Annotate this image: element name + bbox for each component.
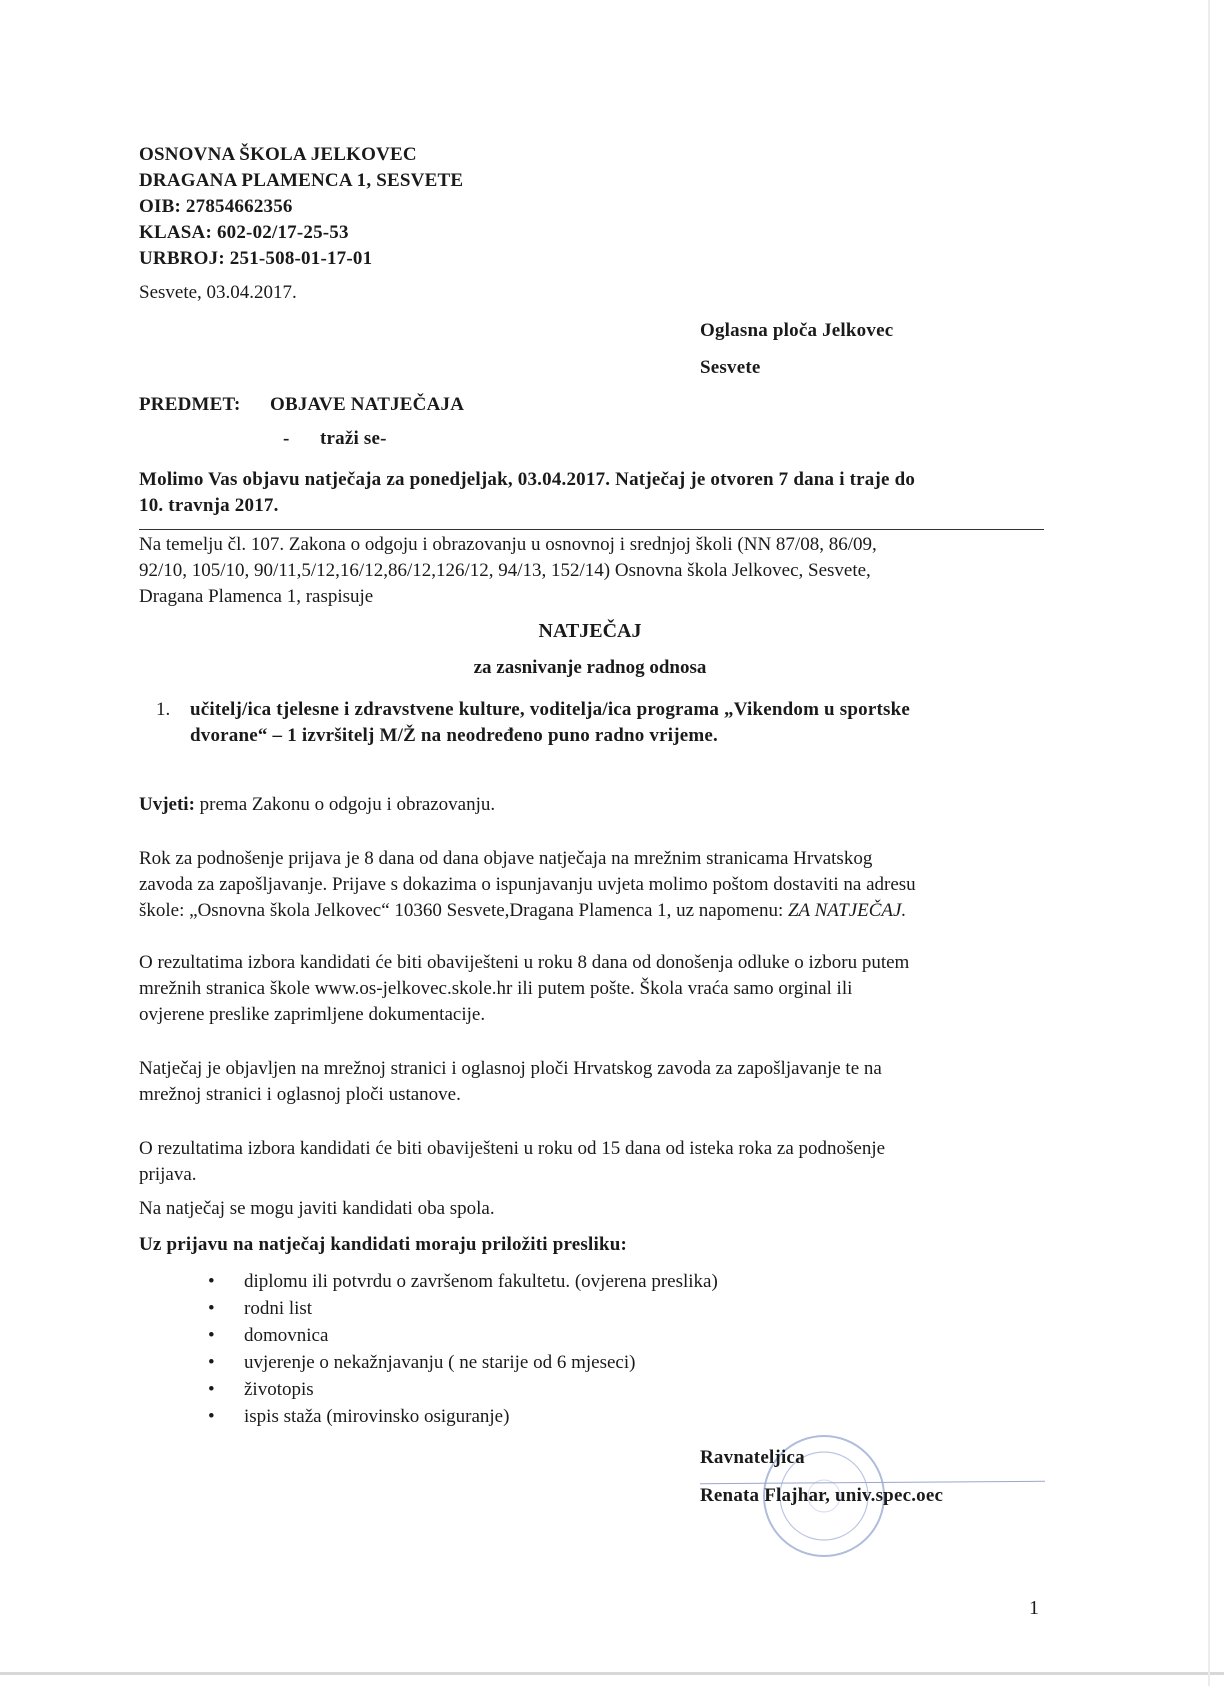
bullet: • [208, 1352, 215, 1373]
attachments-title: Uz prijavu na natječaj kandidati moraju priložiti presliku: [139, 1234, 628, 1255]
place-date: Sesvete, 03.04.2017. [139, 282, 297, 303]
page-number: 1 [1029, 1597, 1039, 1619]
divider-line [139, 529, 1044, 530]
bullet: • [208, 1406, 215, 1427]
document-subtitle: za zasnivanje radnog odnosa [473, 657, 707, 678]
conditions [139, 792, 495, 818]
request-line2: 10. travnja 2017. [139, 495, 279, 516]
deadline-line2: zavoda za zapošljavanje. Prijave s dokazima o ispunjavanju uvjeta molimo poštom dostaviti na adresu [139, 874, 916, 895]
bullet: • [208, 1379, 215, 1400]
bullet: • [208, 1271, 215, 1292]
attachment-text: ispis staža (mirovinsko osiguranje) [244, 1406, 510, 1427]
intro-line2: 92/10, 105/10, 90/11,5/12,16/12,86/12,126/12, 94/13, 152/14) Osnovna škola Jelkovec, Sesvete, [139, 560, 871, 581]
list-item [208, 1268, 718, 1295]
school-name: OSNOVNA ŠKOLA JELKOVEC [139, 144, 417, 165]
subject-dash: - [283, 428, 290, 449]
recipient-line2: Sesvete [700, 357, 761, 378]
bullet: • [208, 1325, 215, 1346]
scan-edge-right [1208, 0, 1210, 1686]
published-line1: Natječaj je objavljen na mrežnoj stranici i oglasnoj ploči Hrvatskog zavoda za zapošljavanje te na [139, 1058, 882, 1079]
subject-label: PREDMET: [139, 394, 241, 415]
position-line1: učitelj/ica tjelesne i zdravstvene kulture, voditelja/ica programa „Vikendom u sportske [190, 699, 910, 720]
results1-line3: ovjerene preslike zaprimljene dokumentacije. [139, 1004, 486, 1025]
school-oib: OIB: 27854662356 [139, 196, 293, 217]
results2-line2: prijava. [139, 1164, 197, 1185]
position-line2: dvorane“ – 1 izvršitelj M/Ž na neodređeno puno radno vrijeme. [190, 725, 718, 746]
document-title: NATJEČAJ [538, 620, 642, 642]
deadline-note: ZA NATJEČAJ. [787, 900, 907, 921]
intro-line1: Na temelju čl. 107. Zakona o odgoju i obrazovanju u osnovnoj i srednjoj školi (NN 87/08, 86/09, [139, 534, 877, 555]
attachment-text: diplomu ili potvrdu o završenom fakultetu. (ovjerena preslika) [244, 1271, 718, 1292]
results1-line1: O rezultatima izbora kandidati će biti obaviješteni u roku 8 dana od donošenja odluke o izboru putem [139, 952, 910, 973]
list-item [208, 1322, 718, 1349]
klasa: KLASA: 602-02/17-25-53 [139, 222, 349, 243]
intro-line3: Dragana Plamenca 1, raspisuje [139, 586, 374, 607]
attachment-text: domovnica [244, 1325, 329, 1346]
scan-edge-bottom [0, 1672, 1224, 1675]
signature-role: Ravnateljica [700, 1447, 805, 1468]
bullet: • [208, 1298, 215, 1319]
attachments-list [208, 1268, 718, 1430]
urbroj: URBROJ: 251-508-01-17-01 [139, 248, 373, 269]
subject-sub: traži se- [320, 428, 387, 449]
attachment-text: životopis [244, 1379, 314, 1400]
recipient-line1: Oglasna ploča Jelkovec [700, 320, 894, 341]
results2-line1: O rezultatima izbora kandidati će biti obaviješteni u roku od 15 dana od isteka roka za podnošenje [139, 1138, 886, 1159]
attachment-text: rodni list [244, 1298, 313, 1319]
school-address: DRAGANA PLAMENCA 1, SESVETE [139, 170, 464, 191]
deadline-line3 [139, 898, 906, 924]
deadline-line1: Rok za podnošenje prijava je 8 dana od dana objave natječaja na mrežnim stranicama Hrvatskog [139, 848, 873, 869]
attachment-text: uvjerenje o nekažnjavanju ( ne starije od 6 mjeseci) [244, 1352, 636, 1373]
published-line2: mrežnoj stranici i oglasnoj ploči ustanove. [139, 1084, 461, 1105]
results1-line2: mrežnih stranica škole www.os-jelkovec.skole.hr ili putem pošte. Škola vraća samo orginal ili [139, 978, 853, 999]
deadline-line3-text: škole: „Osnovna škola Jelkovec“ 10360 Sesvete,Dragana Plamenca 1, uz napomenu: [139, 900, 788, 921]
list-item [208, 1403, 718, 1430]
list-item [208, 1349, 718, 1376]
list-item [208, 1295, 718, 1322]
position-number: 1. [156, 699, 171, 720]
request-line1: Molimo Vas objavu natječaja za ponedjeljak, 03.04.2017. Natječaj je otvoren 7 dana i traje do [139, 469, 916, 490]
conditions-text: prema Zakonu o odgoju i obrazovanju. [194, 794, 496, 815]
subject-text: OBJAVE NATJEČAJA [270, 394, 465, 415]
conditions-label: Uvjeti: [139, 794, 195, 815]
signature-name: Renata Flajhar, univ.spec.oec [700, 1485, 944, 1506]
both-sexes-note: Na natječaj se mogu javiti kandidati oba spola. [139, 1198, 495, 1219]
list-item [208, 1376, 718, 1403]
